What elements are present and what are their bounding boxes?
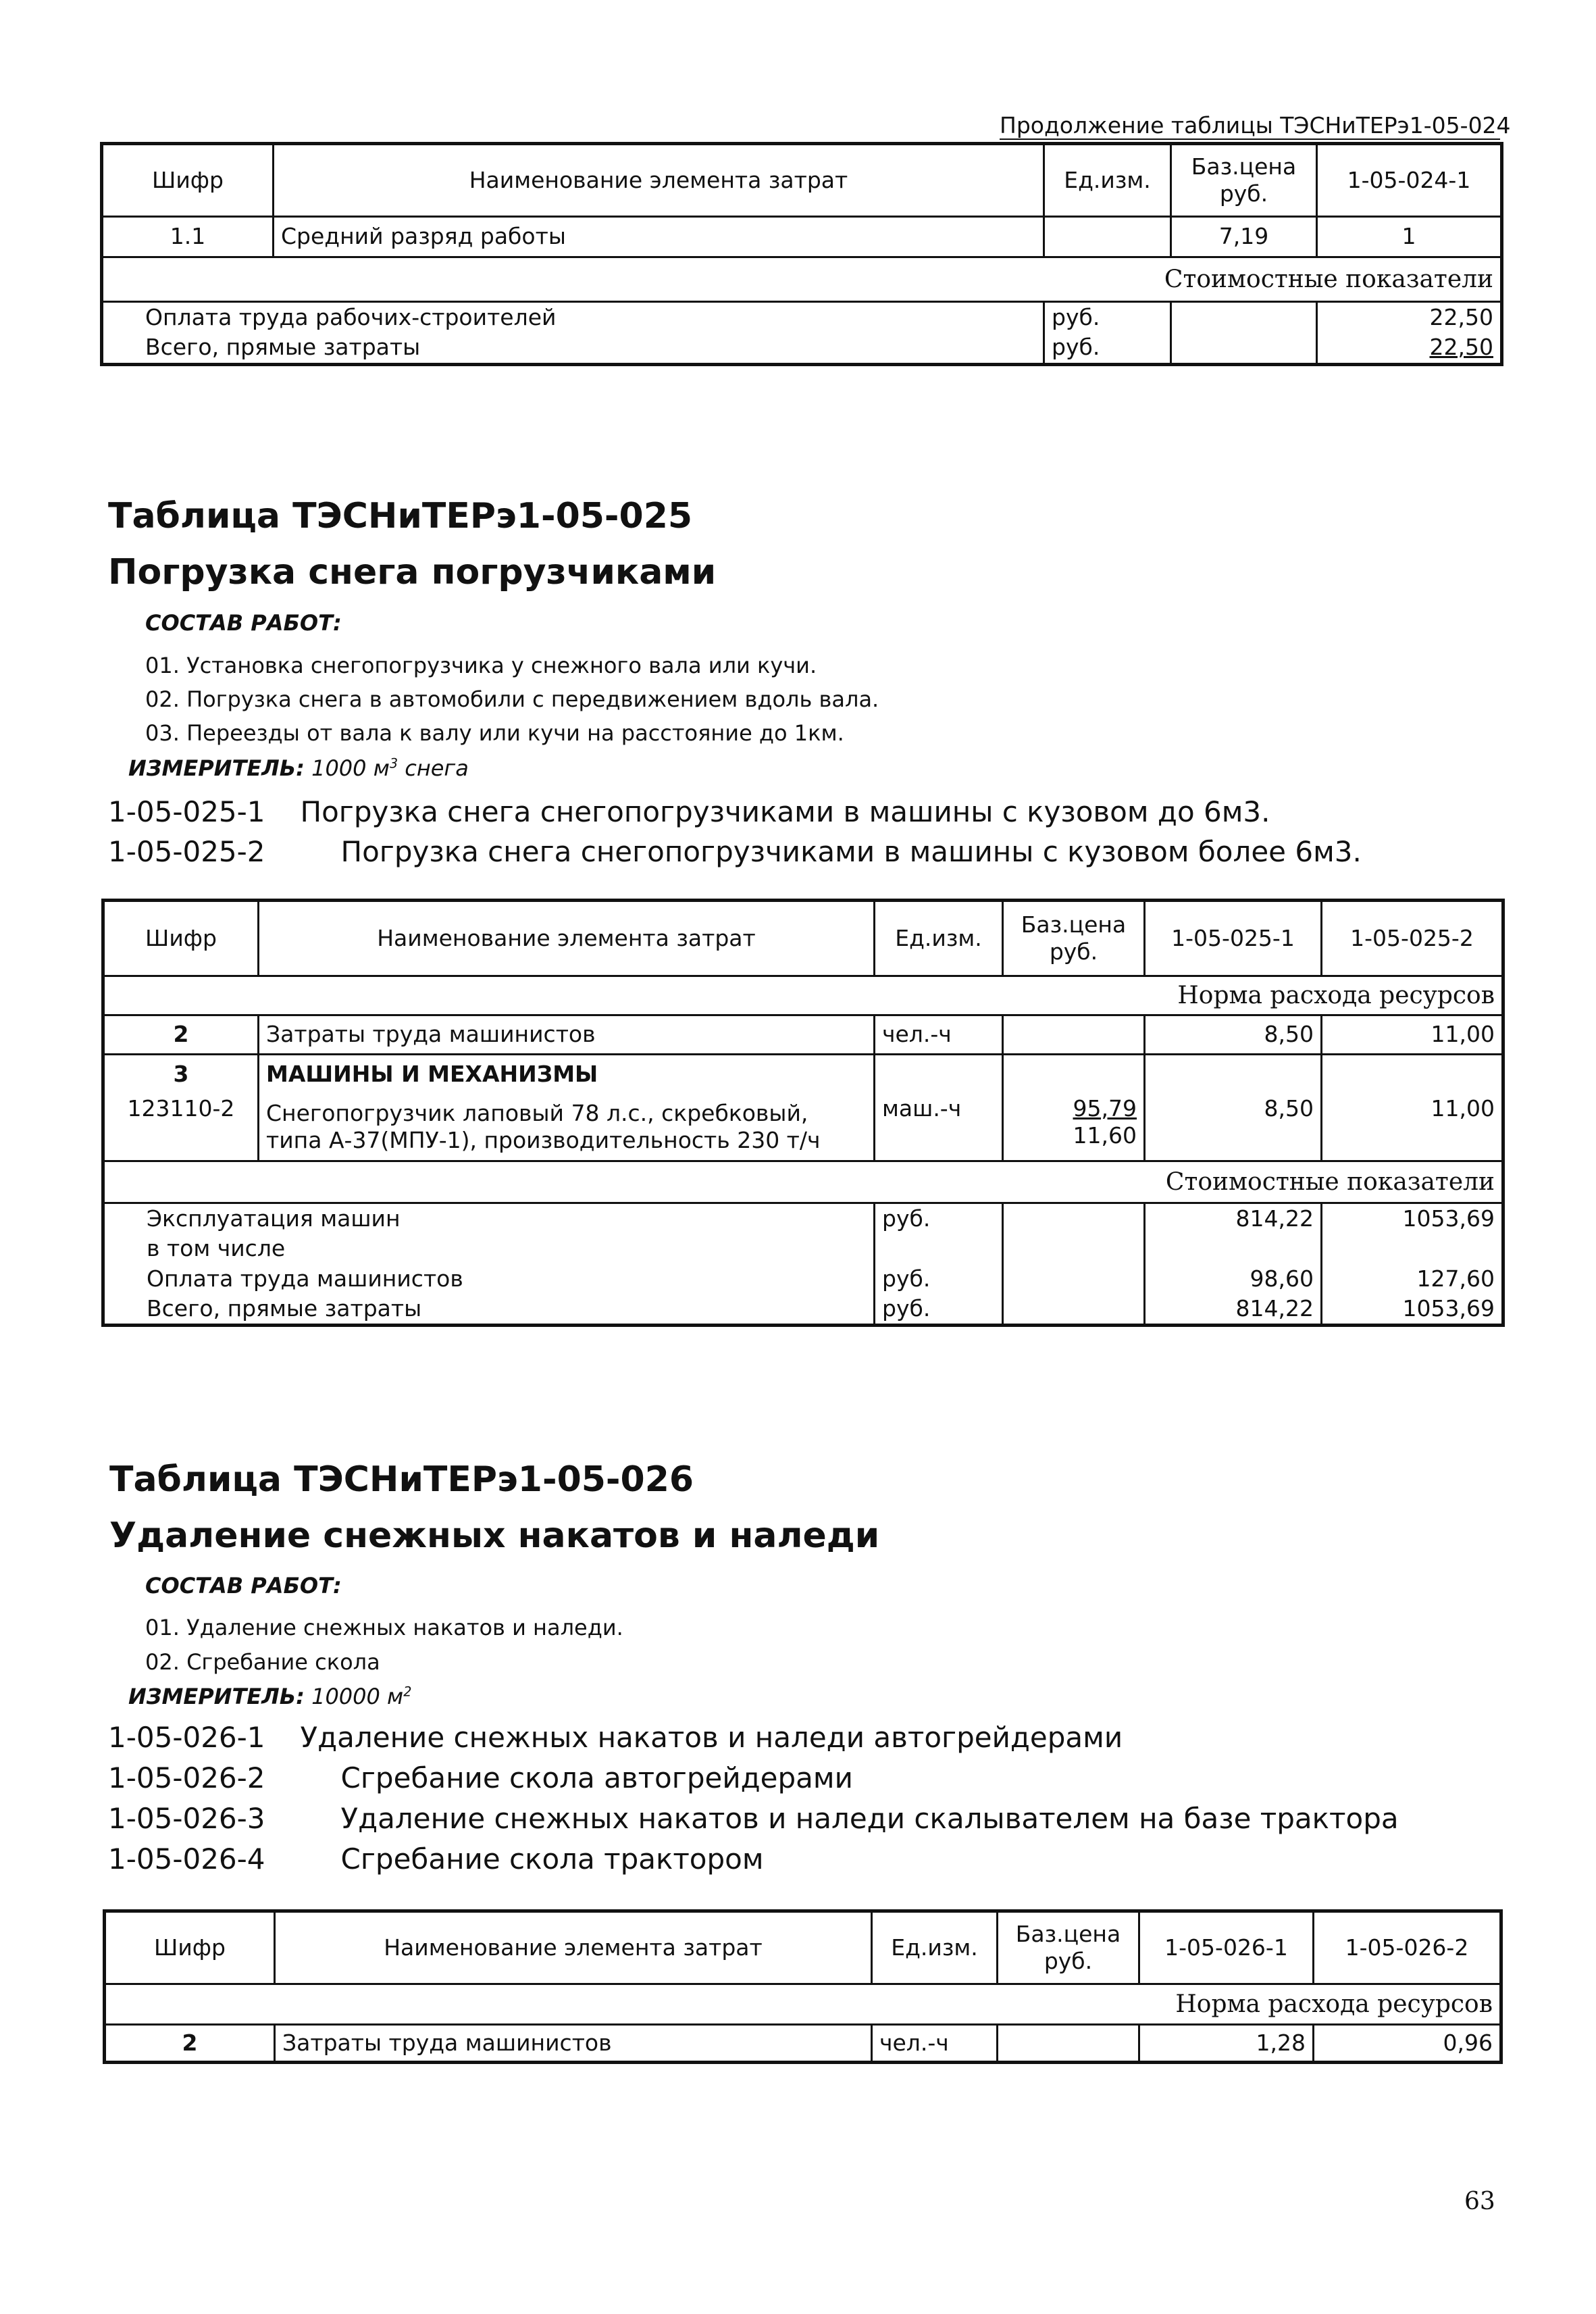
section-row — [102, 257, 1502, 302]
measure-value: 10000 $м^2$ — [311, 1684, 412, 1709]
summary-value-1: 98,60 — [1145, 1264, 1322, 1294]
summary-value-1: 814,22 — [1145, 1294, 1322, 1326]
header-price: Баз.цена руб. — [1171, 144, 1317, 217]
summary-unit: руб. — [1044, 332, 1171, 364]
cell-name: Затраты труда машинистов — [259, 1015, 875, 1055]
summary-value-2: 1053,69 — [1322, 1294, 1503, 1326]
cell-code: 1.1 — [102, 217, 274, 257]
summary-value: 22,50 — [1317, 332, 1502, 364]
code-line — [108, 1761, 853, 1794]
header-col-1: 1-05-026-1 — [1139, 1911, 1314, 1984]
operation-item: 03. Переезды от вала к валу или кучи на расстояние до 1км. — [145, 720, 844, 746]
cell-unit: маш.-ч — [875, 1094, 1003, 1161]
header-name: Наименование элемента затрат — [259, 901, 875, 976]
summary-name: Всего, прямые затраты — [102, 332, 1044, 364]
summary-name: Оплата труда машинистов — [103, 1264, 875, 1294]
norm-row — [105, 1984, 1501, 2025]
cell-value-1: 1,28 — [1139, 2025, 1314, 2063]
composition-label: СОСТАВ РАБОТ: — [145, 1573, 342, 1599]
measure-line — [128, 1684, 411, 1709]
summary-value-2: 1053,69 — [1322, 1203, 1503, 1234]
code-line — [108, 1802, 1399, 1835]
header-code: Шифр — [105, 1911, 275, 1984]
header-price: Баз.цена руб. — [1003, 901, 1145, 976]
summary-name: Эксплуатация машин — [103, 1203, 875, 1234]
summary-unit: руб. — [875, 1294, 1003, 1326]
header-unit: Ед.изм. — [1044, 144, 1171, 217]
summary-price — [1003, 1294, 1145, 1326]
summary-name: Оплата труда рабочих-строителей — [102, 302, 1044, 333]
cell-value-2: 11,00 — [1322, 1015, 1503, 1055]
summary-row — [103, 1294, 1503, 1326]
code-line — [108, 1842, 764, 1876]
measure-label: ИЗМЕРИТЕЛЬ: — [128, 1684, 305, 1709]
table-header-row — [105, 1911, 1501, 1984]
summary-value-2: 127,60 — [1322, 1264, 1503, 1294]
section-subtitle: Удаление снежных накатов и наледи — [109, 1515, 880, 1556]
cell-price: 7,19 — [1171, 217, 1317, 257]
measure-line — [128, 755, 469, 781]
table-row — [105, 2025, 1501, 2063]
cell-value-1: 8,50 — [1145, 1094, 1322, 1161]
summary-row — [103, 1234, 1503, 1263]
cell-name: Затраты труда машинистов — [275, 2025, 872, 2063]
header-col-2: 1-05-025-2 — [1322, 901, 1503, 976]
summary-row — [102, 332, 1502, 364]
composition-label: СОСТАВ РАБОТ: — [145, 610, 342, 636]
summary-name: Всего, прямые затраты — [103, 1294, 875, 1326]
summary-unit: руб. — [1044, 302, 1171, 333]
code-desc: Погрузка снега снегопогрузчиками в машины с кузовом до 6м3. — [300, 795, 1270, 828]
section-row — [103, 1161, 1503, 1203]
cell-unit — [875, 1055, 1003, 1094]
cell-name: Средний разряд работы — [274, 217, 1044, 257]
summary-value-2 — [1322, 1234, 1503, 1263]
header-name: Наименование элемента затрат — [274, 144, 1044, 217]
cell-price — [1003, 1094, 1145, 1161]
summary-unit: руб. — [875, 1264, 1003, 1294]
code-desc: Сгребание скола автогрейдерами — [340, 1761, 853, 1794]
summary-row — [103, 1203, 1503, 1234]
code-id: 1-05-026-4 — [108, 1842, 265, 1876]
section-subtitle: Погрузка снега погрузчиками — [108, 552, 717, 593]
table-row — [103, 1015, 1503, 1055]
header-col-1: 1-05-025-1 — [1145, 901, 1322, 976]
header-price: Баз.цена руб. — [998, 1911, 1139, 1984]
cell-code: 2 — [103, 1015, 259, 1055]
cell-unit: чел.-ч — [875, 1015, 1003, 1055]
cell-value-2: 0,96 — [1314, 2025, 1501, 2063]
measure-label: ИЗМЕРИТЕЛЬ: — [128, 755, 305, 781]
code-line — [108, 835, 1362, 868]
norm-label: Норма расхода ресурсов — [103, 976, 1503, 1015]
operation-item: 02. Сгребание скола — [145, 1649, 380, 1675]
norm-label: Норма расхода ресурсов — [105, 1984, 1501, 2025]
operation-item: 01. Установка снегопогрузчика у снежного вала или кучи. — [145, 653, 817, 678]
summary-unit: руб. — [875, 1203, 1003, 1234]
table-row — [102, 217, 1502, 257]
summary-row — [102, 302, 1502, 333]
operation-item: 02. Погрузка снега в автомобили с передвижением вдоль вала. — [145, 686, 879, 712]
table-row — [103, 1094, 1503, 1161]
code-id: 1-05-025-2 — [108, 835, 265, 868]
cell-value-2: 11,00 — [1322, 1094, 1503, 1161]
header-col-1: 1-05-024-1 — [1317, 144, 1502, 217]
summary-price — [1003, 1234, 1145, 1263]
cell-price — [998, 2025, 1139, 2063]
summary-value-1 — [1145, 1234, 1322, 1263]
section-label: Стоимостные показатели — [102, 257, 1502, 302]
table-header-row — [102, 144, 1502, 217]
header-unit: Ед.изм. — [872, 1911, 998, 1984]
cell-unit — [1044, 217, 1171, 257]
code-id: 1-05-026-3 — [108, 1802, 265, 1835]
cell-unit: чел.-ч — [872, 2025, 998, 2063]
summary-price — [1003, 1264, 1145, 1294]
header-unit: Ед.изм. — [875, 901, 1003, 976]
code-line — [108, 1721, 1123, 1754]
cell-name: МАШИНЫ И МЕХАНИЗМЫ — [259, 1055, 875, 1094]
cell-code: 3 — [103, 1055, 259, 1094]
summary-value: 22,50 — [1317, 302, 1502, 333]
code-id: 1-05-025-1 — [108, 795, 265, 828]
norm-row — [103, 976, 1503, 1015]
cell-price — [1003, 1015, 1145, 1055]
price-top: 95,79 — [1073, 1095, 1137, 1122]
header-code: Шифр — [102, 144, 274, 217]
summary-name: в том числе — [103, 1234, 875, 1263]
summary-row — [103, 1264, 1503, 1294]
code-id: 1-05-026-1 — [108, 1721, 265, 1754]
page-number: 63 — [1464, 2188, 1495, 2215]
section-title: Таблица ТЭСНиТЕРэ1-05-026 — [109, 1459, 694, 1500]
summary-unit — [875, 1234, 1003, 1263]
measure-value: 1000 $м^3$ снега — [311, 755, 469, 781]
summary-price — [1171, 332, 1317, 364]
summary-price — [1171, 302, 1317, 333]
section-title: Таблица ТЭСНиТЕРэ1-05-025 — [108, 496, 693, 536]
cell-price — [1003, 1055, 1145, 1094]
section-label: Стоимостные показатели — [103, 1161, 1503, 1203]
code-desc: Удаление снежных накатов и наледи скалывателем на базе трактора — [340, 1802, 1399, 1835]
header-code: Шифр — [103, 901, 259, 976]
cell-value-1 — [1145, 1055, 1322, 1094]
summary-value-1: 814,22 — [1145, 1203, 1322, 1234]
summary-price — [1003, 1203, 1145, 1234]
cell-code: 2 — [105, 2025, 275, 2063]
table-header-row — [103, 901, 1503, 976]
header-col-2: 1-05-026-2 — [1314, 1911, 1501, 1984]
cell-value-2 — [1322, 1055, 1503, 1094]
code-id: 1-05-026-2 — [108, 1761, 265, 1794]
code-desc: Погрузка снега снегопогрузчиками в машины с кузовом более 6м3. — [340, 835, 1362, 868]
table-1-05-024 — [100, 142, 1503, 366]
cell-name: Снегопогрузчик лаповый 78 л.с., скребковый, типа А-37(МПУ-1), производительность 230 т/ч — [259, 1094, 875, 1161]
header-name: Наименование элемента затрат — [275, 1911, 872, 1984]
continuation-caption: Продолжение таблицы ТЭСНиТЕРэ1-05-024 — [1000, 112, 1511, 139]
code-line — [108, 795, 1270, 828]
operation-item: 01. Удаление снежных накатов и наледи. — [145, 1615, 623, 1640]
cell-value: 1 — [1317, 217, 1502, 257]
code-desc: Удаление снежных накатов и наледи автогрейдерами — [300, 1721, 1123, 1754]
table-row — [103, 1055, 1503, 1094]
cell-value-1: 8,50 — [1145, 1015, 1322, 1055]
table-1-05-025 — [101, 899, 1505, 1327]
code-desc: Сгребание скола трактором — [340, 1842, 764, 1876]
table-1-05-026 — [103, 1909, 1503, 2064]
cell-code: 123110-2 — [103, 1094, 259, 1161]
price-bottom: 11,60 — [1073, 1122, 1137, 1149]
